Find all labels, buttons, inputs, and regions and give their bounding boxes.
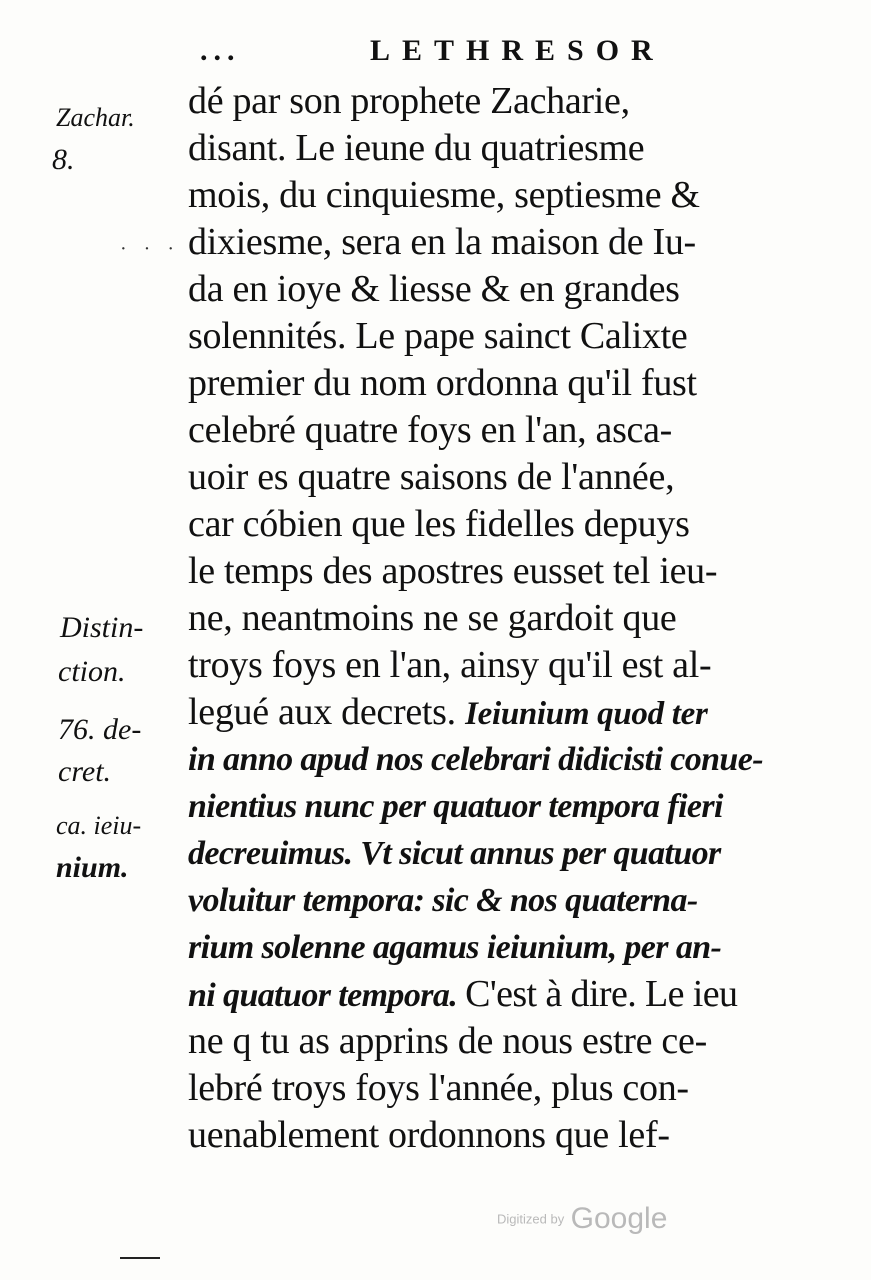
- text-line: [188, 78, 818, 125]
- text-line: [188, 360, 818, 407]
- margin-note: Distin-: [60, 611, 144, 644]
- print-specks: · · ·: [120, 238, 180, 260]
- text-line-content: car cóbien que les fidelles depuys: [188, 503, 690, 545]
- text-line-content: nientius nunc per quatuor tempora fieri: [188, 788, 723, 825]
- text-line-content: troys foys en l'an, ainsy qu'il est al-: [188, 644, 712, 686]
- text-line-content: uoir es quatre saisons de l'année,: [188, 456, 675, 498]
- text-line: [188, 924, 818, 971]
- latin-quotation-start: Ieiunium quod ter: [465, 696, 708, 732]
- margin-note: 76. de-: [58, 713, 142, 746]
- translation-start: C'est à dire. Le ieu: [465, 973, 738, 1015]
- margin-note: Zachar.: [56, 103, 135, 132]
- text-line-content: dixiesme, sera en la maison de Iu-: [188, 221, 696, 263]
- text-line: [188, 595, 818, 642]
- margin-note: cret.: [58, 755, 112, 788]
- text-line: [188, 971, 818, 1018]
- margin-note: ction.: [58, 655, 126, 688]
- digitization-watermark: [497, 1202, 667, 1236]
- text-line-content: ne q tu as apprins de nous estre ce-: [188, 1020, 707, 1062]
- text-line-content: premier du nom ordonna qu'il fust: [188, 362, 697, 404]
- body-text: [188, 78, 818, 1159]
- text-line-content: decreuimus. Vt sicut annus per quatuor: [188, 835, 721, 872]
- text-line: [188, 407, 818, 454]
- bottom-rule: [120, 1257, 160, 1259]
- text-line: [188, 172, 818, 219]
- text-line: [188, 454, 818, 501]
- watermark-brand: Google: [570, 1202, 668, 1235]
- text-line-content: dé par son prophete Zacharie,: [188, 80, 630, 122]
- text-line-content: mois, du cinquiesme, septiesme &: [188, 174, 700, 216]
- margin-note: 8.: [52, 143, 75, 176]
- text-line: [188, 219, 818, 266]
- margin-note: ca. ieiu-: [56, 811, 142, 840]
- text-line: [188, 266, 818, 313]
- text-line: [188, 642, 818, 689]
- text-line-content: solennités. Le pape sainct Calixte: [188, 315, 688, 357]
- text-line-content: ne, neantmoins ne se gardoit que: [188, 597, 677, 639]
- watermark-digitized-label: Digitized by: [497, 1211, 565, 1227]
- text-line-content: lebré troys foys l'année, plus con-: [188, 1067, 689, 1109]
- margin-note: nium.: [56, 851, 129, 884]
- text-line-content: voluitur tempora: sic & nos quaterna-: [188, 882, 698, 919]
- running-title: LETHRESOR: [370, 34, 665, 67]
- text-line: [188, 548, 818, 595]
- text-line: [188, 125, 818, 172]
- text-line: [188, 877, 818, 924]
- text-line: [188, 689, 818, 736]
- header-dots: ...: [200, 34, 241, 67]
- text-line-content: da en ioye & liesse & en grandes: [188, 268, 680, 310]
- text-line: [188, 501, 818, 548]
- text-line-content: ni quatuor tempora.: [188, 977, 458, 1014]
- text-line-content: uenablement ordonnons que lef-: [188, 1114, 670, 1156]
- text-line-content: celebré quatre foys en l'an, asca-: [188, 409, 673, 451]
- text-line-content: legué aux decrets.: [188, 691, 456, 733]
- text-line: [188, 313, 818, 360]
- text-line-content: rium solenne agamus ieiunium, per an-: [188, 929, 722, 966]
- text-line: [188, 736, 818, 783]
- text-line-content: disant. Le ieune du quatriesme: [188, 127, 645, 169]
- text-line: [188, 1018, 818, 1065]
- text-line: [188, 783, 818, 830]
- text-line: [188, 1112, 818, 1159]
- text-line: [188, 1065, 818, 1112]
- text-line: [188, 830, 818, 877]
- text-line-content: le temps des apostres eusset tel ieu-: [188, 550, 718, 592]
- text-line-content: in anno apud nos celebrari didicisti conue-: [188, 741, 763, 778]
